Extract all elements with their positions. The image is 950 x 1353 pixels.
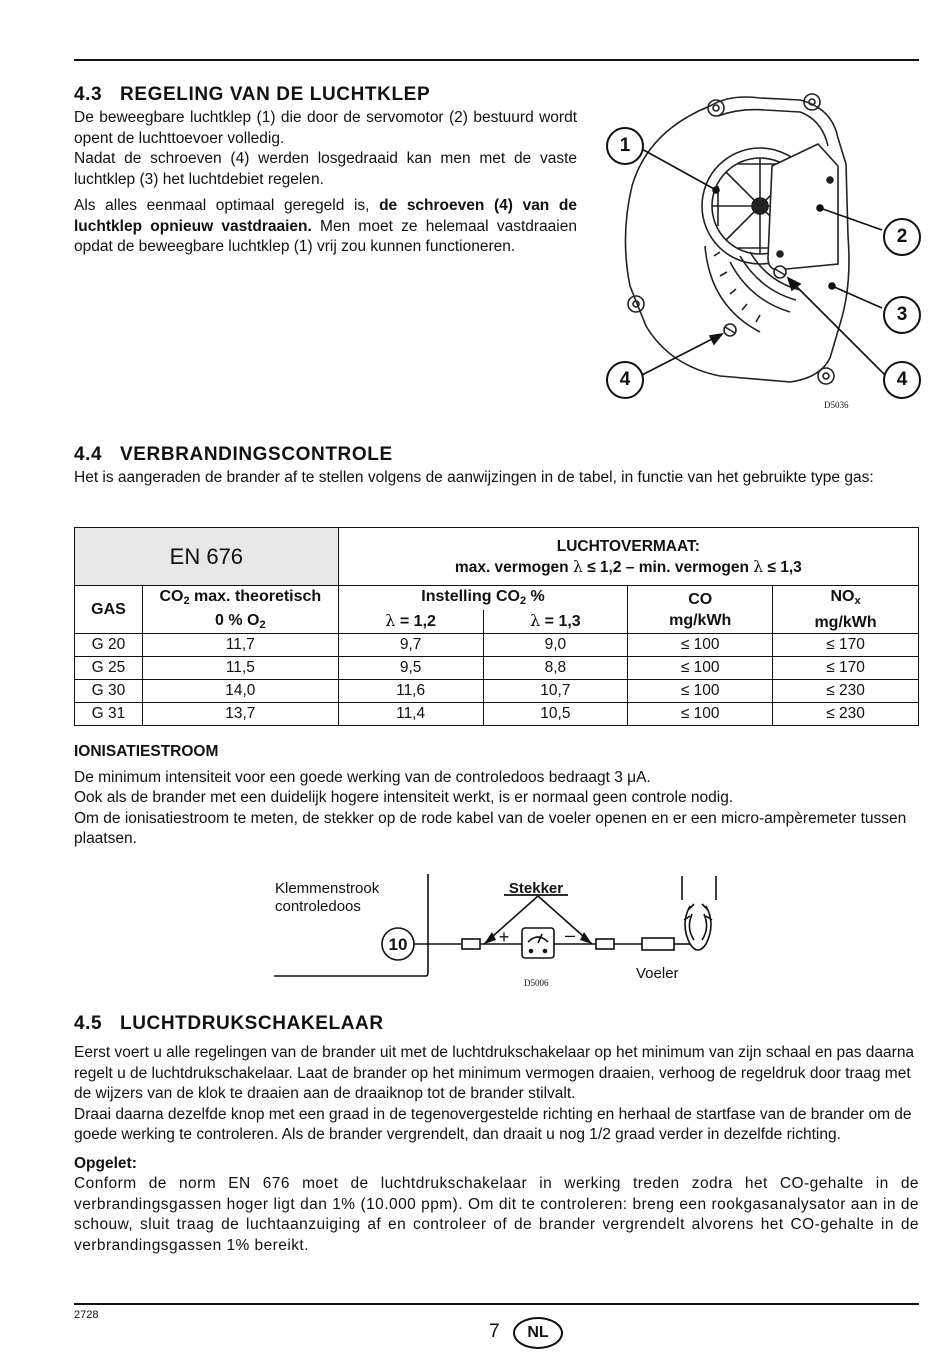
section-4-3-text: [74, 108, 577, 258]
warning-title: Opgelet:: [74, 1154, 137, 1172]
cell-l12: 11,6: [338, 680, 483, 703]
paragraph: De minimum intensiteit voor een goede werking van de controledoos bedraagt 3 μA.: [74, 768, 651, 786]
cell-l12: 11,4: [338, 703, 483, 726]
paragraph: De beweegbare luchtklep (1) die door de servomotor (2) bestuurd wordt opent de luchttoevoer volledig.: [74, 109, 577, 147]
combustion-table: [74, 527, 919, 726]
top-rule: [74, 59, 919, 61]
header-gas: GAS: [75, 586, 143, 634]
paragraph: Eerst voert u alle regelingen van de brander uit met de luchtdrukschakelaar op het minimum van zijn schaal en pas daarna regelt u de luchtdrukschakelaar. Laat de brander op het minimum vermogen draaien, verhoog de regeldruk door traag met de wijzers van de klok te draaien aan de draaiknop tot de brander stilvalt.: [74, 1044, 915, 1102]
terminal-number: 10: [388, 935, 408, 954]
air-damper-figure: [600, 86, 930, 416]
cell-l13: 10,7: [483, 680, 628, 703]
header-lambda-1-3: λ = 1,3: [483, 610, 628, 634]
bottom-rule: [74, 1303, 919, 1305]
cell-co: ≤ 100: [628, 657, 773, 680]
cell-nox: ≤ 230: [773, 680, 919, 703]
section-4-5-text: [74, 1043, 919, 1256]
terminal-label-2: controledoos: [275, 898, 361, 915]
standard-cell: EN 676: [75, 528, 339, 586]
header-co2-max: $CO_2$ max. theoretisch: [142, 586, 338, 610]
header-setting: Instelling $CO_2$ %: [338, 586, 628, 610]
sensor-label: Voeler: [636, 965, 679, 982]
header-nox: $NO_x$ mg/kWh: [773, 586, 919, 634]
cell-co: ≤ 100: [628, 703, 773, 726]
paragraph: Als alles eenmaal optimaal geregeld is, de schroeven (4) van de luchtklep opnieuw vastdraaien. Men moet ze helemaal vastdraaien opdat de beweegbare luchtklep (1) vrij zou kunnen functioneren.: [74, 197, 577, 255]
table-row: [75, 680, 919, 703]
cell-l12: 9,7: [338, 634, 483, 657]
ionisation-section: [74, 742, 919, 850]
table-row: [75, 634, 919, 657]
header-lambda-1-2: λ = 1,2: [338, 610, 483, 634]
ionisation-title: IONISATIESTROOM: [74, 743, 219, 760]
callout-2: 2: [883, 218, 921, 256]
doc-code: 2728: [74, 1309, 99, 1321]
section-4-4-intro: Het is aangeraden de brander af te stellen volgens de aanwijzingen in de tabel, in functie van het gebruikte type gas:: [74, 469, 874, 486]
cell-nox: ≤ 170: [773, 634, 919, 657]
header-co: CO mg/kWh: [628, 586, 773, 634]
callout-3: 3: [883, 296, 921, 334]
excess-air-cell: LUCHTOVERMAAT: max. vermogen λ ≤ 1,2 – min. vermogen λ ≤ 1,3: [338, 528, 918, 586]
table-row: [75, 657, 919, 680]
callout-1: 1: [606, 127, 644, 165]
cell-l13: 9,0: [483, 634, 628, 657]
minus-sign: –: [564, 925, 576, 945]
header-o2: 0 % $O_2$: [142, 610, 338, 634]
cell-gas: G 20: [75, 634, 143, 657]
callout-4-right: 4: [883, 361, 921, 399]
cell-co2max: 14,0: [142, 680, 338, 703]
page-number: 7: [489, 1321, 500, 1342]
cell-co: ≤ 100: [628, 680, 773, 703]
cell-co2max: 11,7: [142, 634, 338, 657]
section-4-5-title: 4.5 LUCHTDRUKSCHAKELAAR: [74, 1013, 384, 1034]
cell-nox: ≤ 170: [773, 657, 919, 680]
paragraph: Om de ionisatiestroom te meten, de stekker op de rode kabel van de voeler openen en er een micro-ampèremeter tussen plaatsen.: [74, 809, 907, 847]
cell-l13: 8,8: [483, 657, 628, 680]
warning-text: Conform de norm EN 676 moet de luchtdrukschakelaar in werking treden zodra het CO-gehalte in de verbrandingsgassen hoger ligt dan 1% (10.000 ppm). Om dit te controleren: breng een rookgasanalysator aan in de schouw, sluit traag de luchtaanzuiging af en controleer of de brander vergrendelt alvorens het CO-gehalte in de verbrandingsgassen 1% bereikt.: [74, 1175, 919, 1254]
cell-gas: G 31: [75, 703, 143, 726]
cell-gas: G 30: [75, 680, 143, 703]
language-badge: NL: [513, 1317, 563, 1349]
ionisation-circuit-diagram: [270, 872, 730, 992]
plus-sign: +: [498, 927, 510, 947]
section-4-4-title: 4.4 VERBRANDINGSCONTROLE: [74, 444, 393, 465]
cell-gas: G 25: [75, 657, 143, 680]
cell-co2max: 11,5: [142, 657, 338, 680]
paragraph: Ook als de brander met een duidelijk hogere intensiteit werkt, is er normaal geen controle nodig.: [74, 789, 734, 806]
cell-co: ≤ 100: [628, 634, 773, 657]
paragraph: Nadat de schroeven (4) werden losgedraaid kan men met de vaste luchtklep (3) het luchtdebiet regelen.: [74, 150, 577, 188]
callout-4-left: 4: [606, 361, 644, 399]
terminal-label-1: Klemmenstrook: [275, 880, 380, 897]
table-row: [75, 703, 919, 726]
cell-nox: ≤ 230: [773, 703, 919, 726]
cell-l12: 9,5: [338, 657, 483, 680]
plug-label: Stekker: [508, 880, 564, 897]
cell-l13: 10,5: [483, 703, 628, 726]
cell-co2max: 13,7: [142, 703, 338, 726]
paragraph: Draai daarna dezelfde knop met een graad in de tegenovergestelde richting en herhaal de startfase van de brander om de goede werking te controleren. Als de brander vergrendelt, dan draait u nog 1/2 graad verder in dezelfde richting.: [74, 1105, 912, 1143]
diagram-code: D5006: [524, 978, 549, 988]
section-4-3-title: 4.3 REGELING VAN DE LUCHTKLEP: [74, 84, 431, 105]
figure-code: D5036: [824, 400, 849, 410]
